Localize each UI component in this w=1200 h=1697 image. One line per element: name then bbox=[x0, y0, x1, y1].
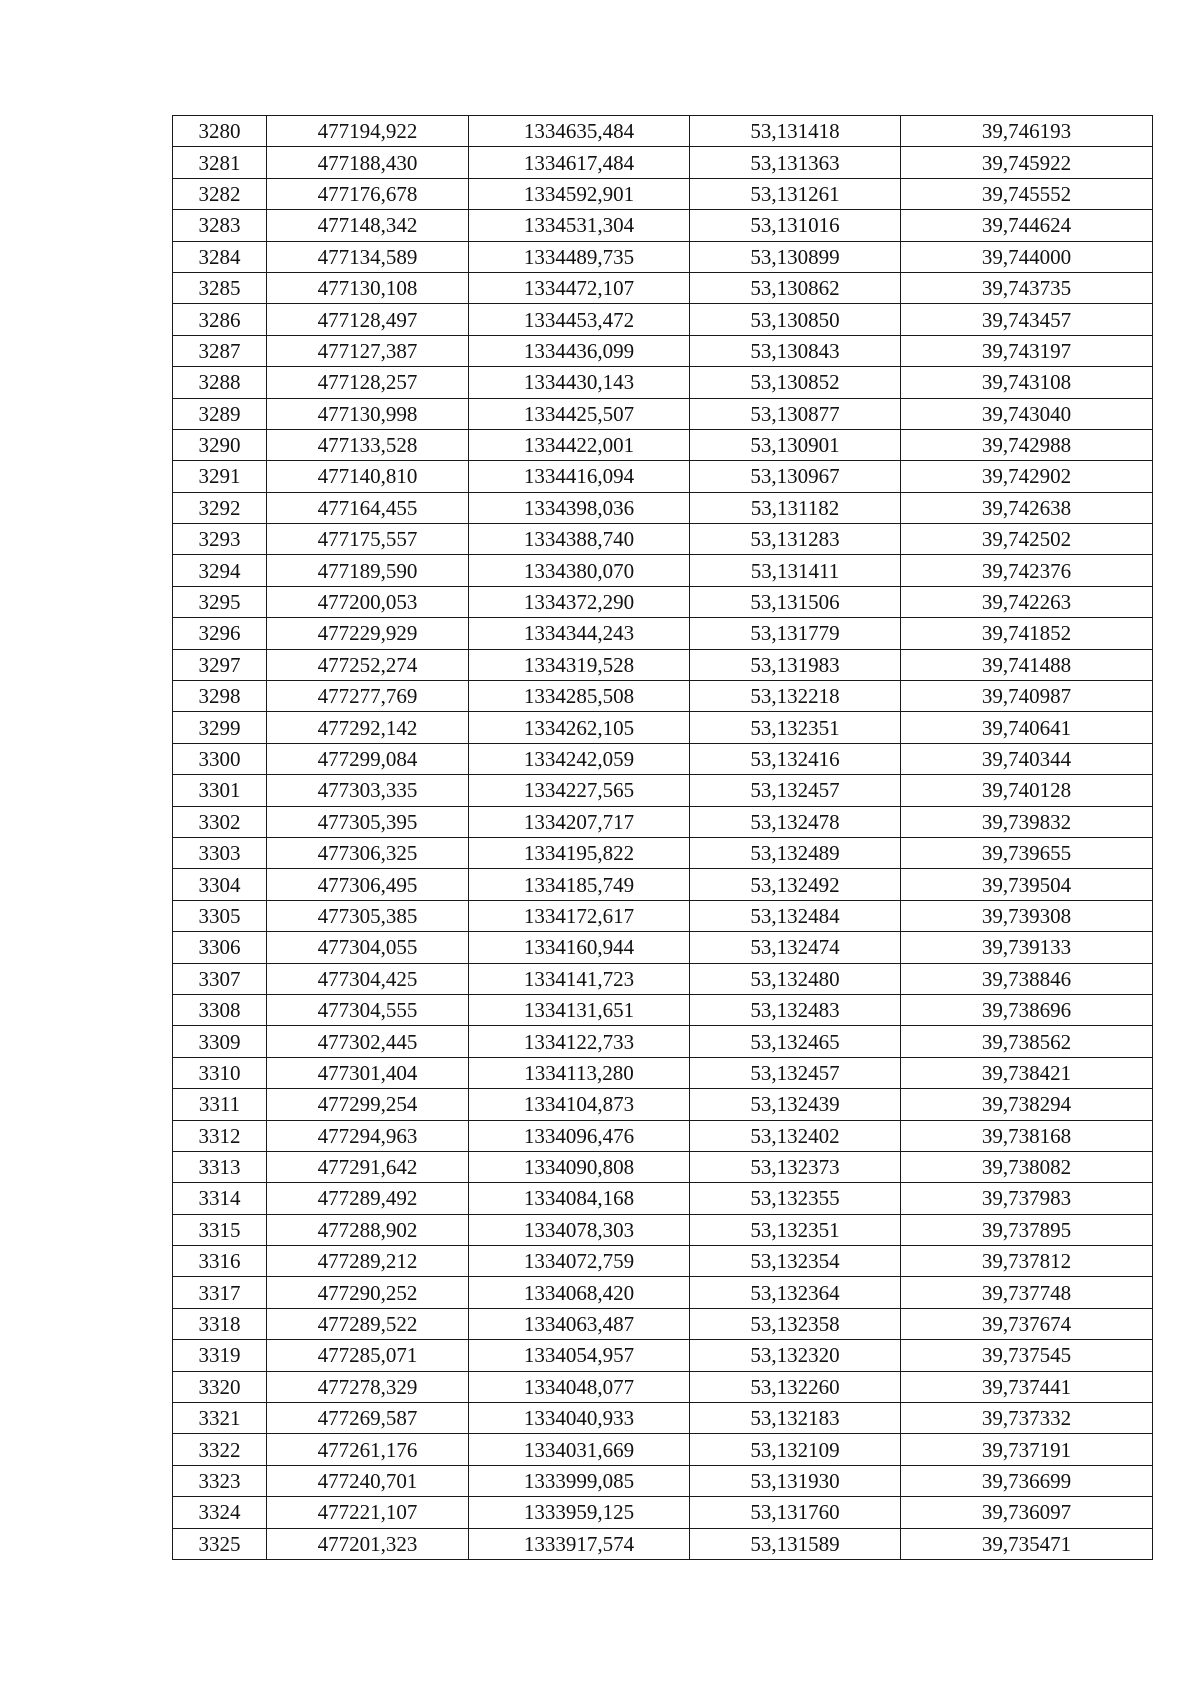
table-row bbox=[173, 649, 1153, 680]
table-row bbox=[173, 178, 1153, 209]
latitude-cell: 53,132483 bbox=[690, 994, 901, 1025]
y-coordinate-cell: 1334635,484 bbox=[469, 116, 690, 147]
latitude-cell: 53,132457 bbox=[690, 1057, 901, 1088]
y-coordinate-cell: 1334122,733 bbox=[469, 1026, 690, 1057]
longitude-cell: 39,743197 bbox=[901, 335, 1153, 366]
x-coordinate-cell: 477176,678 bbox=[267, 178, 469, 209]
x-coordinate-cell: 477200,053 bbox=[267, 586, 469, 617]
table-row bbox=[173, 1371, 1153, 1402]
table-row bbox=[173, 1528, 1153, 1559]
x-coordinate-cell: 477301,404 bbox=[267, 1057, 469, 1088]
x-coordinate-cell: 477305,385 bbox=[267, 900, 469, 931]
y-coordinate-cell: 1334113,280 bbox=[469, 1057, 690, 1088]
x-coordinate-cell: 477303,335 bbox=[267, 775, 469, 806]
x-coordinate-cell: 477261,176 bbox=[267, 1434, 469, 1465]
x-coordinate-cell: 477285,071 bbox=[267, 1340, 469, 1371]
latitude-cell: 53,131418 bbox=[690, 116, 901, 147]
table-row bbox=[173, 1308, 1153, 1339]
coordinates-table-body bbox=[173, 116, 1153, 1560]
y-coordinate-cell: 1333959,125 bbox=[469, 1497, 690, 1528]
point-number-cell: 3286 bbox=[173, 304, 267, 335]
table-row bbox=[173, 869, 1153, 900]
point-number-cell: 3293 bbox=[173, 524, 267, 555]
point-number-cell: 3294 bbox=[173, 555, 267, 586]
longitude-cell: 39,737441 bbox=[901, 1371, 1153, 1402]
longitude-cell: 39,738562 bbox=[901, 1026, 1153, 1057]
x-coordinate-cell: 477299,084 bbox=[267, 743, 469, 774]
longitude-cell: 39,737812 bbox=[901, 1246, 1153, 1277]
x-coordinate-cell: 477148,342 bbox=[267, 210, 469, 241]
y-coordinate-cell: 1334416,094 bbox=[469, 461, 690, 492]
x-coordinate-cell: 477277,769 bbox=[267, 681, 469, 712]
x-coordinate-cell: 477188,430 bbox=[267, 147, 469, 178]
latitude-cell: 53,132474 bbox=[690, 932, 901, 963]
x-coordinate-cell: 477306,325 bbox=[267, 837, 469, 868]
latitude-cell: 53,132358 bbox=[690, 1308, 901, 1339]
point-number-cell: 3320 bbox=[173, 1371, 267, 1402]
latitude-cell: 53,132478 bbox=[690, 806, 901, 837]
y-coordinate-cell: 1334096,476 bbox=[469, 1120, 690, 1151]
point-number-cell: 3288 bbox=[173, 367, 267, 398]
y-coordinate-cell: 1334031,669 bbox=[469, 1434, 690, 1465]
longitude-cell: 39,746193 bbox=[901, 116, 1153, 147]
longitude-cell: 39,740987 bbox=[901, 681, 1153, 712]
latitude-cell: 53,131760 bbox=[690, 1497, 901, 1528]
x-coordinate-cell: 477289,522 bbox=[267, 1308, 469, 1339]
point-number-cell: 3302 bbox=[173, 806, 267, 837]
table-row bbox=[173, 1497, 1153, 1528]
x-coordinate-cell: 477304,555 bbox=[267, 994, 469, 1025]
x-coordinate-cell: 477304,425 bbox=[267, 963, 469, 994]
latitude-cell: 53,132183 bbox=[690, 1403, 901, 1434]
y-coordinate-cell: 1334436,099 bbox=[469, 335, 690, 366]
point-number-cell: 3296 bbox=[173, 618, 267, 649]
y-coordinate-cell: 1333999,085 bbox=[469, 1465, 690, 1496]
point-number-cell: 3319 bbox=[173, 1340, 267, 1371]
table-row bbox=[173, 335, 1153, 366]
point-number-cell: 3290 bbox=[173, 429, 267, 460]
point-number-cell: 3292 bbox=[173, 492, 267, 523]
y-coordinate-cell: 1334425,507 bbox=[469, 398, 690, 429]
latitude-cell: 53,132364 bbox=[690, 1277, 901, 1308]
point-number-cell: 3303 bbox=[173, 837, 267, 868]
table-row bbox=[173, 210, 1153, 241]
point-number-cell: 3285 bbox=[173, 272, 267, 303]
table-row bbox=[173, 241, 1153, 272]
x-coordinate-cell: 477221,107 bbox=[267, 1497, 469, 1528]
y-coordinate-cell: 1334131,651 bbox=[469, 994, 690, 1025]
table-row bbox=[173, 1340, 1153, 1371]
point-number-cell: 3321 bbox=[173, 1403, 267, 1434]
latitude-cell: 53,132354 bbox=[690, 1246, 901, 1277]
x-coordinate-cell: 477194,922 bbox=[267, 116, 469, 147]
y-coordinate-cell: 1334160,944 bbox=[469, 932, 690, 963]
x-coordinate-cell: 477164,455 bbox=[267, 492, 469, 523]
table-row bbox=[173, 1026, 1153, 1057]
y-coordinate-cell: 1334592,901 bbox=[469, 178, 690, 209]
table-row bbox=[173, 555, 1153, 586]
point-number-cell: 3289 bbox=[173, 398, 267, 429]
longitude-cell: 39,743735 bbox=[901, 272, 1153, 303]
point-number-cell: 3283 bbox=[173, 210, 267, 241]
longitude-cell: 39,742263 bbox=[901, 586, 1153, 617]
x-coordinate-cell: 477130,998 bbox=[267, 398, 469, 429]
y-coordinate-cell: 1334185,749 bbox=[469, 869, 690, 900]
table-row bbox=[173, 806, 1153, 837]
y-coordinate-cell: 1334141,723 bbox=[469, 963, 690, 994]
longitude-cell: 39,737191 bbox=[901, 1434, 1153, 1465]
longitude-cell: 39,743108 bbox=[901, 367, 1153, 398]
table-row bbox=[173, 1089, 1153, 1120]
latitude-cell: 53,132457 bbox=[690, 775, 901, 806]
table-row bbox=[173, 837, 1153, 868]
y-coordinate-cell: 1334172,617 bbox=[469, 900, 690, 931]
latitude-cell: 53,131411 bbox=[690, 555, 901, 586]
point-number-cell: 3299 bbox=[173, 712, 267, 743]
table-row bbox=[173, 1277, 1153, 1308]
longitude-cell: 39,745552 bbox=[901, 178, 1153, 209]
latitude-cell: 53,132439 bbox=[690, 1089, 901, 1120]
point-number-cell: 3301 bbox=[173, 775, 267, 806]
table-row bbox=[173, 1120, 1153, 1151]
table-row bbox=[173, 367, 1153, 398]
latitude-cell: 53,132351 bbox=[690, 1214, 901, 1245]
point-number-cell: 3308 bbox=[173, 994, 267, 1025]
y-coordinate-cell: 1334054,957 bbox=[469, 1340, 690, 1371]
latitude-cell: 53,132373 bbox=[690, 1151, 901, 1182]
latitude-cell: 53,131261 bbox=[690, 178, 901, 209]
x-coordinate-cell: 477302,445 bbox=[267, 1026, 469, 1057]
table-row bbox=[173, 147, 1153, 178]
latitude-cell: 53,131506 bbox=[690, 586, 901, 617]
y-coordinate-cell: 1334078,303 bbox=[469, 1214, 690, 1245]
x-coordinate-cell: 477269,587 bbox=[267, 1403, 469, 1434]
point-number-cell: 3298 bbox=[173, 681, 267, 712]
longitude-cell: 39,741488 bbox=[901, 649, 1153, 680]
longitude-cell: 39,745922 bbox=[901, 147, 1153, 178]
x-coordinate-cell: 477127,387 bbox=[267, 335, 469, 366]
point-number-cell: 3281 bbox=[173, 147, 267, 178]
table-row bbox=[173, 775, 1153, 806]
latitude-cell: 53,130877 bbox=[690, 398, 901, 429]
x-coordinate-cell: 477306,495 bbox=[267, 869, 469, 900]
point-number-cell: 3324 bbox=[173, 1497, 267, 1528]
latitude-cell: 53,131016 bbox=[690, 210, 901, 241]
longitude-cell: 39,743457 bbox=[901, 304, 1153, 335]
x-coordinate-cell: 477134,589 bbox=[267, 241, 469, 272]
x-coordinate-cell: 477294,963 bbox=[267, 1120, 469, 1151]
x-coordinate-cell: 477189,590 bbox=[267, 555, 469, 586]
y-coordinate-cell: 1334104,873 bbox=[469, 1089, 690, 1120]
y-coordinate-cell: 1334048,077 bbox=[469, 1371, 690, 1402]
latitude-cell: 53,132484 bbox=[690, 900, 901, 931]
longitude-cell: 39,741852 bbox=[901, 618, 1153, 649]
latitude-cell: 53,132320 bbox=[690, 1340, 901, 1371]
y-coordinate-cell: 1334207,717 bbox=[469, 806, 690, 837]
longitude-cell: 39,740344 bbox=[901, 743, 1153, 774]
longitude-cell: 39,737332 bbox=[901, 1403, 1153, 1434]
table-row bbox=[173, 1246, 1153, 1277]
table-row bbox=[173, 429, 1153, 460]
longitude-cell: 39,739832 bbox=[901, 806, 1153, 837]
latitude-cell: 53,130901 bbox=[690, 429, 901, 460]
latitude-cell: 53,132480 bbox=[690, 963, 901, 994]
longitude-cell: 39,738082 bbox=[901, 1151, 1153, 1182]
y-coordinate-cell: 1334068,420 bbox=[469, 1277, 690, 1308]
y-coordinate-cell: 1334063,487 bbox=[469, 1308, 690, 1339]
latitude-cell: 53,132402 bbox=[690, 1120, 901, 1151]
latitude-cell: 53,131182 bbox=[690, 492, 901, 523]
y-coordinate-cell: 1334388,740 bbox=[469, 524, 690, 555]
y-coordinate-cell: 1334072,759 bbox=[469, 1246, 690, 1277]
x-coordinate-cell: 477292,142 bbox=[267, 712, 469, 743]
point-number-cell: 3323 bbox=[173, 1465, 267, 1496]
point-number-cell: 3311 bbox=[173, 1089, 267, 1120]
longitude-cell: 39,737748 bbox=[901, 1277, 1153, 1308]
point-number-cell: 3317 bbox=[173, 1277, 267, 1308]
latitude-cell: 53,131589 bbox=[690, 1528, 901, 1559]
point-number-cell: 3305 bbox=[173, 900, 267, 931]
point-number-cell: 3325 bbox=[173, 1528, 267, 1559]
x-coordinate-cell: 477289,212 bbox=[267, 1246, 469, 1277]
table-row bbox=[173, 932, 1153, 963]
longitude-cell: 39,739133 bbox=[901, 932, 1153, 963]
longitude-cell: 39,737983 bbox=[901, 1183, 1153, 1214]
coordinates-table bbox=[172, 115, 1153, 1560]
point-number-cell: 3313 bbox=[173, 1151, 267, 1182]
y-coordinate-cell: 1334430,143 bbox=[469, 367, 690, 398]
point-number-cell: 3314 bbox=[173, 1183, 267, 1214]
table-row bbox=[173, 586, 1153, 617]
point-number-cell: 3282 bbox=[173, 178, 267, 209]
longitude-cell: 39,742988 bbox=[901, 429, 1153, 460]
longitude-cell: 39,739504 bbox=[901, 869, 1153, 900]
longitude-cell: 39,740641 bbox=[901, 712, 1153, 743]
latitude-cell: 53,132465 bbox=[690, 1026, 901, 1057]
table-row bbox=[173, 900, 1153, 931]
table-row bbox=[173, 1183, 1153, 1214]
table-row bbox=[173, 994, 1153, 1025]
table-row bbox=[173, 1434, 1153, 1465]
latitude-cell: 53,131983 bbox=[690, 649, 901, 680]
latitude-cell: 53,130967 bbox=[690, 461, 901, 492]
y-coordinate-cell: 1334372,290 bbox=[469, 586, 690, 617]
longitude-cell: 39,740128 bbox=[901, 775, 1153, 806]
longitude-cell: 39,744000 bbox=[901, 241, 1153, 272]
point-number-cell: 3295 bbox=[173, 586, 267, 617]
y-coordinate-cell: 1334285,508 bbox=[469, 681, 690, 712]
point-number-cell: 3322 bbox=[173, 1434, 267, 1465]
point-number-cell: 3291 bbox=[173, 461, 267, 492]
y-coordinate-cell: 1334195,822 bbox=[469, 837, 690, 868]
longitude-cell: 39,738696 bbox=[901, 994, 1153, 1025]
latitude-cell: 53,131363 bbox=[690, 147, 901, 178]
longitude-cell: 39,737674 bbox=[901, 1308, 1153, 1339]
x-coordinate-cell: 477175,557 bbox=[267, 524, 469, 555]
table-row bbox=[173, 1403, 1153, 1434]
table-row bbox=[173, 272, 1153, 303]
y-coordinate-cell: 1334617,484 bbox=[469, 147, 690, 178]
longitude-cell: 39,737545 bbox=[901, 1340, 1153, 1371]
longitude-cell: 39,743040 bbox=[901, 398, 1153, 429]
longitude-cell: 39,738846 bbox=[901, 963, 1153, 994]
latitude-cell: 53,131283 bbox=[690, 524, 901, 555]
point-number-cell: 3304 bbox=[173, 869, 267, 900]
x-coordinate-cell: 477133,528 bbox=[267, 429, 469, 460]
table-row bbox=[173, 1151, 1153, 1182]
table-row bbox=[173, 1214, 1153, 1245]
table-row bbox=[173, 1465, 1153, 1496]
point-number-cell: 3309 bbox=[173, 1026, 267, 1057]
y-coordinate-cell: 1334489,735 bbox=[469, 241, 690, 272]
table-row bbox=[173, 116, 1153, 147]
point-number-cell: 3284 bbox=[173, 241, 267, 272]
table-row bbox=[173, 304, 1153, 335]
longitude-cell: 39,742638 bbox=[901, 492, 1153, 523]
latitude-cell: 53,130852 bbox=[690, 367, 901, 398]
latitude-cell: 53,130899 bbox=[690, 241, 901, 272]
longitude-cell: 39,737895 bbox=[901, 1214, 1153, 1245]
y-coordinate-cell: 1334090,808 bbox=[469, 1151, 690, 1182]
point-number-cell: 3310 bbox=[173, 1057, 267, 1088]
longitude-cell: 39,738168 bbox=[901, 1120, 1153, 1151]
y-coordinate-cell: 1334262,105 bbox=[469, 712, 690, 743]
y-coordinate-cell: 1334531,304 bbox=[469, 210, 690, 241]
x-coordinate-cell: 477252,274 bbox=[267, 649, 469, 680]
x-coordinate-cell: 477290,252 bbox=[267, 1277, 469, 1308]
point-number-cell: 3316 bbox=[173, 1246, 267, 1277]
point-number-cell: 3287 bbox=[173, 335, 267, 366]
latitude-cell: 53,132351 bbox=[690, 712, 901, 743]
point-number-cell: 3307 bbox=[173, 963, 267, 994]
longitude-cell: 39,742376 bbox=[901, 555, 1153, 586]
point-number-cell: 3312 bbox=[173, 1120, 267, 1151]
x-coordinate-cell: 477288,902 bbox=[267, 1214, 469, 1245]
longitude-cell: 39,736097 bbox=[901, 1497, 1153, 1528]
latitude-cell: 53,130843 bbox=[690, 335, 901, 366]
x-coordinate-cell: 477128,497 bbox=[267, 304, 469, 335]
x-coordinate-cell: 477291,642 bbox=[267, 1151, 469, 1182]
table-row bbox=[173, 461, 1153, 492]
longitude-cell: 39,742502 bbox=[901, 524, 1153, 555]
x-coordinate-cell: 477201,323 bbox=[267, 1528, 469, 1559]
point-number-cell: 3318 bbox=[173, 1308, 267, 1339]
table-row bbox=[173, 963, 1153, 994]
longitude-cell: 39,742902 bbox=[901, 461, 1153, 492]
y-coordinate-cell: 1334344,243 bbox=[469, 618, 690, 649]
table-row bbox=[173, 524, 1153, 555]
table-row bbox=[173, 743, 1153, 774]
x-coordinate-cell: 477299,254 bbox=[267, 1089, 469, 1120]
x-coordinate-cell: 477128,257 bbox=[267, 367, 469, 398]
latitude-cell: 53,130862 bbox=[690, 272, 901, 303]
x-coordinate-cell: 477305,395 bbox=[267, 806, 469, 837]
longitude-cell: 39,736699 bbox=[901, 1465, 1153, 1496]
latitude-cell: 53,132416 bbox=[690, 743, 901, 774]
y-coordinate-cell: 1334398,036 bbox=[469, 492, 690, 523]
x-coordinate-cell: 477229,929 bbox=[267, 618, 469, 649]
y-coordinate-cell: 1334472,107 bbox=[469, 272, 690, 303]
y-coordinate-cell: 1334227,565 bbox=[469, 775, 690, 806]
longitude-cell: 39,739308 bbox=[901, 900, 1153, 931]
latitude-cell: 53,132492 bbox=[690, 869, 901, 900]
x-coordinate-cell: 477130,108 bbox=[267, 272, 469, 303]
longitude-cell: 39,744624 bbox=[901, 210, 1153, 241]
point-number-cell: 3300 bbox=[173, 743, 267, 774]
y-coordinate-cell: 1334453,472 bbox=[469, 304, 690, 335]
table-row bbox=[173, 618, 1153, 649]
x-coordinate-cell: 477278,329 bbox=[267, 1371, 469, 1402]
y-coordinate-cell: 1333917,574 bbox=[469, 1528, 690, 1559]
y-coordinate-cell: 1334040,933 bbox=[469, 1403, 690, 1434]
y-coordinate-cell: 1334422,001 bbox=[469, 429, 690, 460]
latitude-cell: 53,130850 bbox=[690, 304, 901, 335]
longitude-cell: 39,738294 bbox=[901, 1089, 1153, 1120]
longitude-cell: 39,735471 bbox=[901, 1528, 1153, 1559]
point-number-cell: 3297 bbox=[173, 649, 267, 680]
table-row bbox=[173, 1057, 1153, 1088]
y-coordinate-cell: 1334242,059 bbox=[469, 743, 690, 774]
table-row bbox=[173, 681, 1153, 712]
table-row bbox=[173, 492, 1153, 523]
y-coordinate-cell: 1334084,168 bbox=[469, 1183, 690, 1214]
point-number-cell: 3306 bbox=[173, 932, 267, 963]
latitude-cell: 53,132218 bbox=[690, 681, 901, 712]
x-coordinate-cell: 477304,055 bbox=[267, 932, 469, 963]
longitude-cell: 39,738421 bbox=[901, 1057, 1153, 1088]
latitude-cell: 53,132109 bbox=[690, 1434, 901, 1465]
x-coordinate-cell: 477140,810 bbox=[267, 461, 469, 492]
table-row bbox=[173, 398, 1153, 429]
y-coordinate-cell: 1334319,528 bbox=[469, 649, 690, 680]
x-coordinate-cell: 477289,492 bbox=[267, 1183, 469, 1214]
y-coordinate-cell: 1334380,070 bbox=[469, 555, 690, 586]
latitude-cell: 53,132489 bbox=[690, 837, 901, 868]
latitude-cell: 53,132355 bbox=[690, 1183, 901, 1214]
point-number-cell: 3280 bbox=[173, 116, 267, 147]
x-coordinate-cell: 477240,701 bbox=[267, 1465, 469, 1496]
latitude-cell: 53,131930 bbox=[690, 1465, 901, 1496]
latitude-cell: 53,132260 bbox=[690, 1371, 901, 1402]
table-row bbox=[173, 712, 1153, 743]
latitude-cell: 53,131779 bbox=[690, 618, 901, 649]
longitude-cell: 39,739655 bbox=[901, 837, 1153, 868]
point-number-cell: 3315 bbox=[173, 1214, 267, 1245]
